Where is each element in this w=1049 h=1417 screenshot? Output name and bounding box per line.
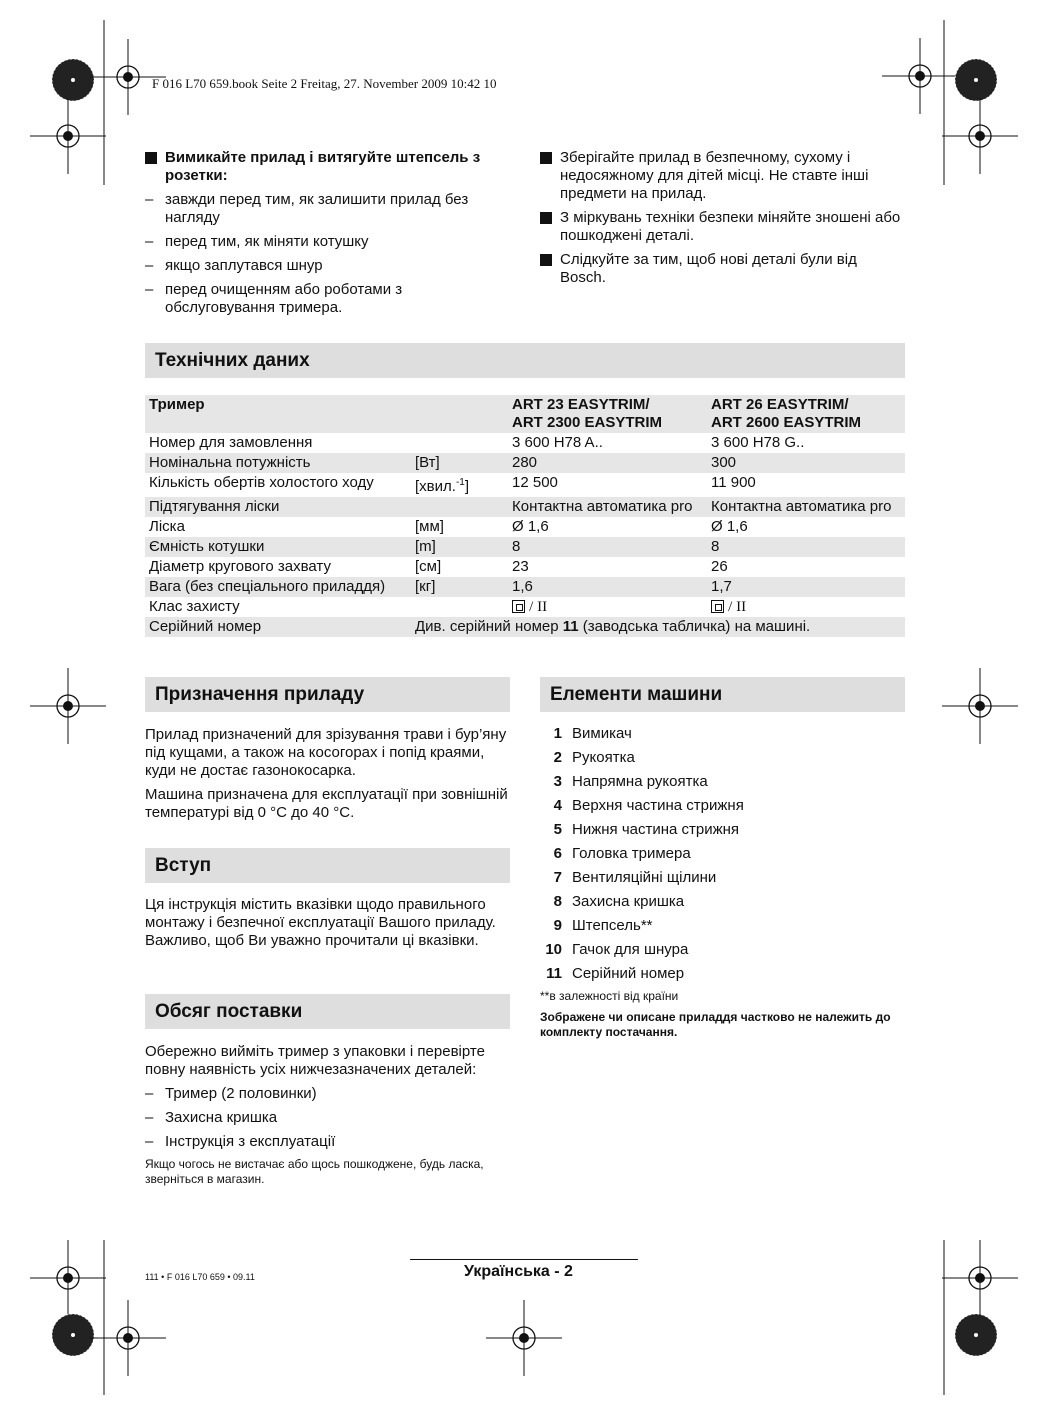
list-item: – Тример (2 половинки) bbox=[145, 1085, 317, 1102]
square-bullet-icon bbox=[145, 152, 157, 164]
list-item: – завжди перед тим, як залишити прилад без нагляду bbox=[145, 191, 469, 226]
crosshair-mark bbox=[942, 1240, 1018, 1316]
delivery-section: Обережно вийміть тример з упаковки і перевірте повну наявність усіх нижчезазначених деталей: – Тример (2 половинки) – Захисна кришка – Інструкція з експлуатації Якщо чогось не вистачає або щось пошкоджене, будь ласка, зверніться в магазин. bbox=[145, 1043, 510, 1187]
footer-rule bbox=[410, 1259, 638, 1260]
star-mark-tr bbox=[955, 59, 997, 101]
accessories-note: Зображене чи описане приладдя частково не належить до комплекту постачання. bbox=[540, 1010, 891, 1039]
table-row: Серійний номер Див. серійний номер 11 (заводська табличка) на машині. bbox=[145, 617, 905, 637]
table-row: Ємність котушки [m] 8 8 bbox=[145, 537, 905, 557]
purpose-heading: Призначення приладу bbox=[145, 677, 510, 712]
file-header: F 016 L70 659.book Seite 2 Freitag, 27. November 2009 10:42 10 bbox=[152, 76, 497, 91]
elements-list bbox=[540, 725, 905, 1040]
list-item: З міркувань техніки безпеки міняйте зношені або пошкоджені деталі. bbox=[540, 209, 905, 245]
list-item: 9 Штепсель** bbox=[553, 917, 653, 934]
table-row: Кількість обертів холостого ходу [хвил.$^{-1}$] 12 500 11 900 bbox=[145, 473, 905, 497]
list-item: 3 Напрямна рукоятка bbox=[553, 773, 708, 790]
table-row: Підтягування ліски Контактна автоматика pro Контактна автоматика pro bbox=[145, 497, 905, 517]
tech-data-heading: Технічних даних bbox=[145, 343, 905, 378]
list-item: 4 Верхня частина стрижня bbox=[553, 797, 744, 814]
square-bullet-icon bbox=[540, 212, 552, 224]
list-item: 7 Вентиляційні щілини bbox=[553, 869, 717, 886]
list-item: 10 Гачок для шнура bbox=[545, 941, 689, 958]
intro-heading: Вступ bbox=[145, 848, 510, 883]
intro-section: Ця інструкція містить вказівки щодо правильного монтажу і безпечної експлуатації Вашого приладу. Важливо, щоб Ви уважно прочитали ці вказівки. bbox=[145, 896, 496, 949]
delivery-heading: Обсяг поставки bbox=[145, 994, 510, 1029]
table-row: Номер для замовлення 3 600 H78 A.. 3 600 H78 G.. bbox=[145, 433, 905, 453]
star-mark-tl bbox=[52, 59, 94, 101]
list-item: 6 Головка тримера bbox=[553, 845, 691, 862]
purpose-section: Прилад призначений для зрізування трави і бур’яну під кущами, а також на косогорах і попід краями, куди не достає газонокосарка. Машина призначена для експлуатації при зовнішній температурі від 0 °C до 40 °C. bbox=[145, 726, 508, 821]
crosshair-mark bbox=[882, 38, 958, 114]
right-top-column bbox=[540, 149, 905, 293]
crosshair-mark bbox=[30, 98, 106, 174]
list-item: 2 Рукоятка bbox=[553, 749, 635, 766]
crosshair-mark bbox=[30, 1240, 106, 1316]
star-mark-bl bbox=[52, 1314, 94, 1356]
list-item: 8 Захисна кришка bbox=[553, 893, 685, 910]
footnote: **в залежності від країни bbox=[540, 989, 679, 1003]
list-item: 11 Серійний номер bbox=[546, 965, 685, 982]
unplug-heading: Вимикайте прилад і витягуйте штепсель з розетки: bbox=[165, 149, 481, 184]
double-insulation-icon bbox=[711, 600, 724, 613]
tech-data-table bbox=[145, 395, 905, 637]
list-item: – Інструкція з експлуатації bbox=[145, 1133, 336, 1150]
list-item: – перед тим, як міняти котушку bbox=[145, 233, 369, 250]
crosshair-mark bbox=[90, 1300, 166, 1376]
elements-heading: Елементи машини bbox=[540, 677, 905, 712]
list-item: – якщо заплутався шнур bbox=[145, 257, 323, 274]
table-row: Номінальна потужність [Вт] 280 300 bbox=[145, 453, 905, 473]
table-header-row: Тример ART 23 EASYTRIM/ ART 2300 EASYTRIM ART 26 EASYTRIM/ ART 2600 EASYTRIM bbox=[145, 395, 905, 433]
double-insulation-icon bbox=[512, 600, 525, 613]
crosshair-mark bbox=[486, 1300, 562, 1376]
table-row: Діаметр кругового захвату [см] 23 26 bbox=[145, 557, 905, 577]
list-item: – Захисна кришка bbox=[145, 1109, 278, 1126]
square-bullet-icon bbox=[540, 254, 552, 266]
page-number: Українська - 2 bbox=[464, 1263, 573, 1280]
table-row: Вага (без спеціального приладдя) [кг] 1,6 1,7 bbox=[145, 577, 905, 597]
list-item: Зберігайте прилад в безпечному, сухому і недосяжному для дітей місці. Не ставте інші предмети на прилад. bbox=[540, 149, 905, 203]
table-row: Клас захисту / II / II bbox=[145, 597, 905, 617]
star-mark-br bbox=[955, 1314, 997, 1356]
table-row: Ліска [мм] Ø 1,6 Ø 1,6 bbox=[145, 517, 905, 537]
list-item: 5 Нижня частина стрижня bbox=[553, 821, 740, 838]
left-top-column bbox=[145, 149, 513, 323]
doc-code: 111 • F 016 L70 659 • 09.11 bbox=[145, 1272, 255, 1282]
list-item: Слідкуйте за тим, щоб нові деталі були від Bosch. bbox=[540, 251, 905, 287]
crosshair-mark bbox=[942, 98, 1018, 174]
crosshair-mark bbox=[942, 668, 1018, 744]
list-item: 1 Вимикач bbox=[553, 725, 632, 742]
list-item: – перед очищенням або роботами з обслуговування тримера. bbox=[145, 281, 403, 316]
square-bullet-icon bbox=[540, 152, 552, 164]
crosshair-mark bbox=[30, 668, 106, 744]
